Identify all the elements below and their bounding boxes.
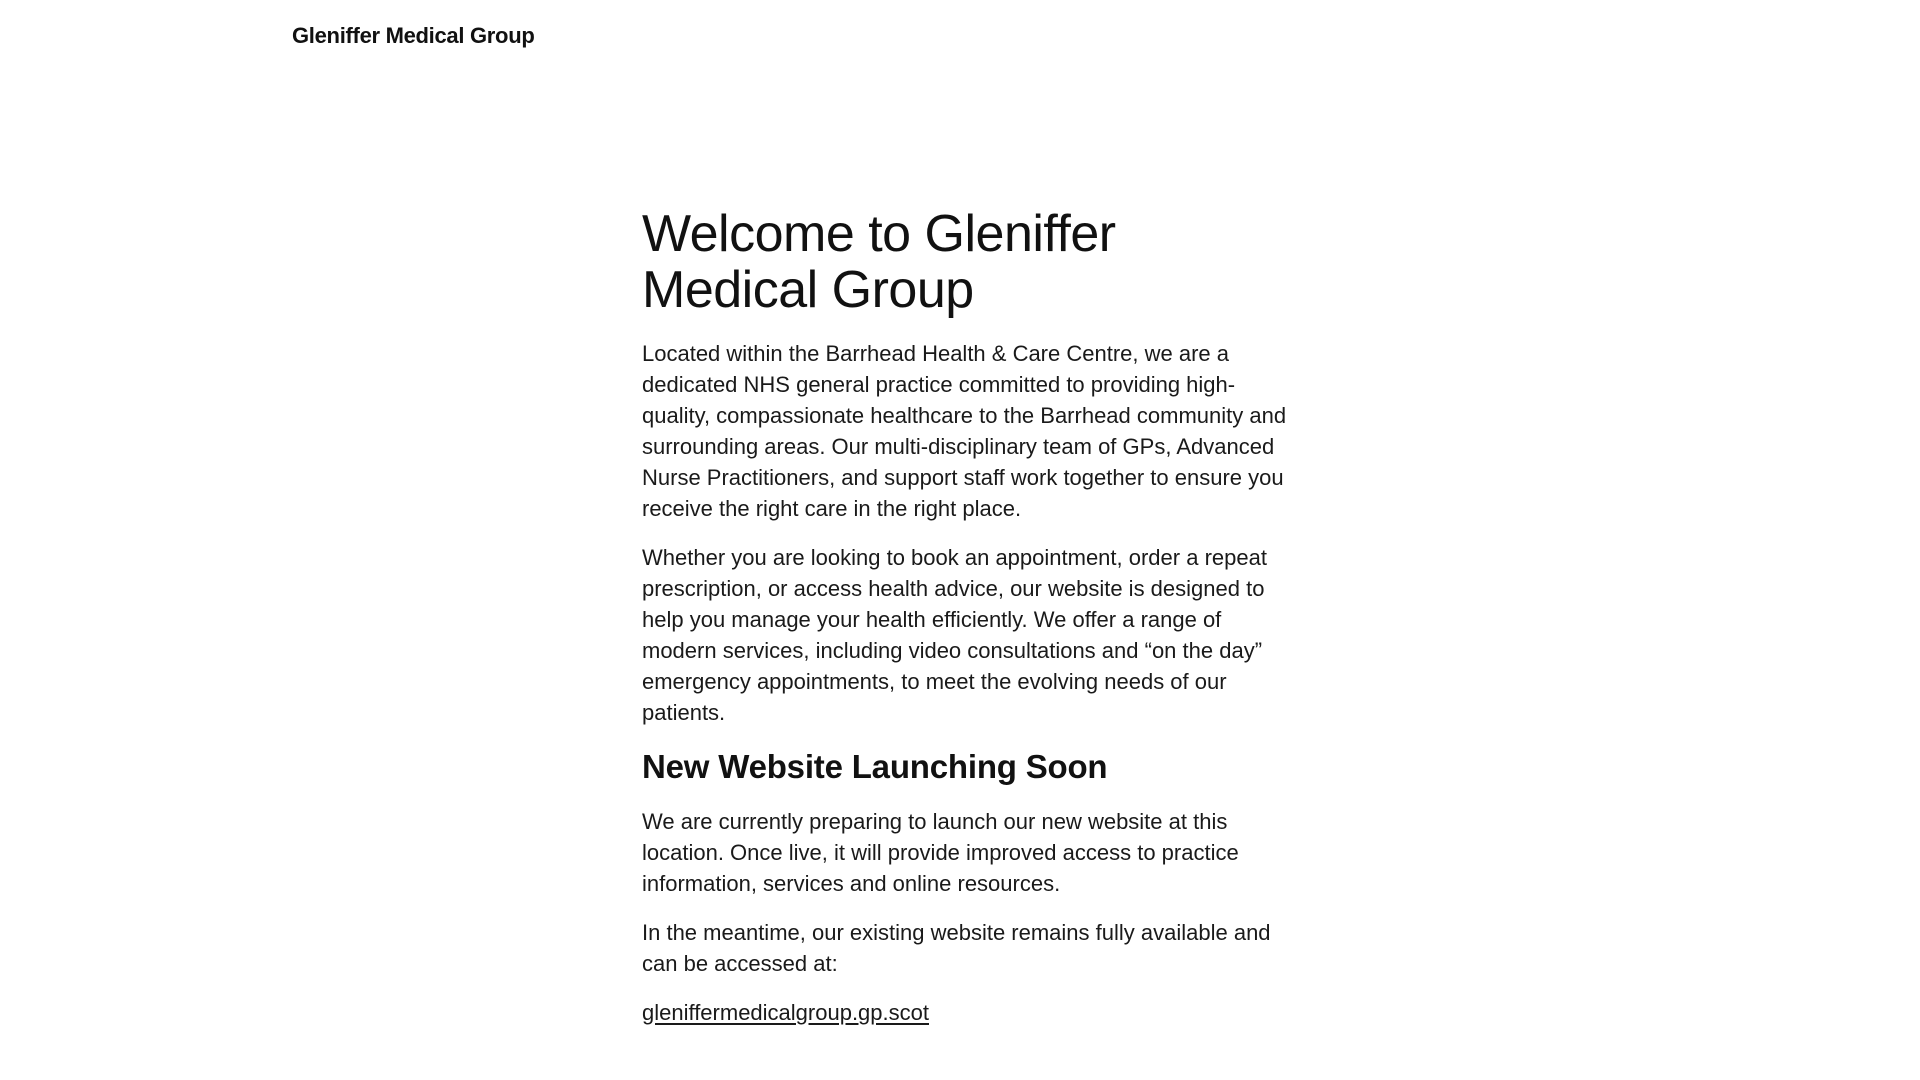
launch-paragraph-1: We are currently preparing to launch our new website at this location. Once live, it will provide improved access to practice information, services and online resources. [642, 809, 1239, 896]
page-title: Welcome to Gleniffer Medical Group [642, 205, 1116, 319]
site-header [292, 20, 534, 52]
existing-website-link[interactable]: gleniffermedicalgroup.gp.scot [642, 1000, 929, 1025]
site-title-link[interactable]: Gleniffer Medical Group [292, 23, 535, 48]
launch-section-heading: New Website Launching Soon [642, 748, 1108, 785]
intro-paragraph-1: Located within the Barrhead Health & Care Centre, we are a dedicated NHS general practice committed to providing high-quality, compassionate healthcare to the Barrhead community and surrounding areas. Our multi-disciplinary team of GPs, Advanced Nurse Practitioners, and support staff work together to ensure you receive the right care in the right place. [642, 341, 1287, 521]
intro-paragraph-2: Whether you are looking to book an appointment, order a repeat prescription, or access health advice, our website is designed to help you manage your health efficiently. We offer a range of modern services, including video consultations and “on the day” emergency appointments, to meet the evolving needs of our patients. [642, 545, 1267, 725]
launch-paragraph-2: In the meantime, our existing website remains fully available and can be accessed at: [642, 920, 1271, 976]
main-content [642, 206, 1302, 1028]
